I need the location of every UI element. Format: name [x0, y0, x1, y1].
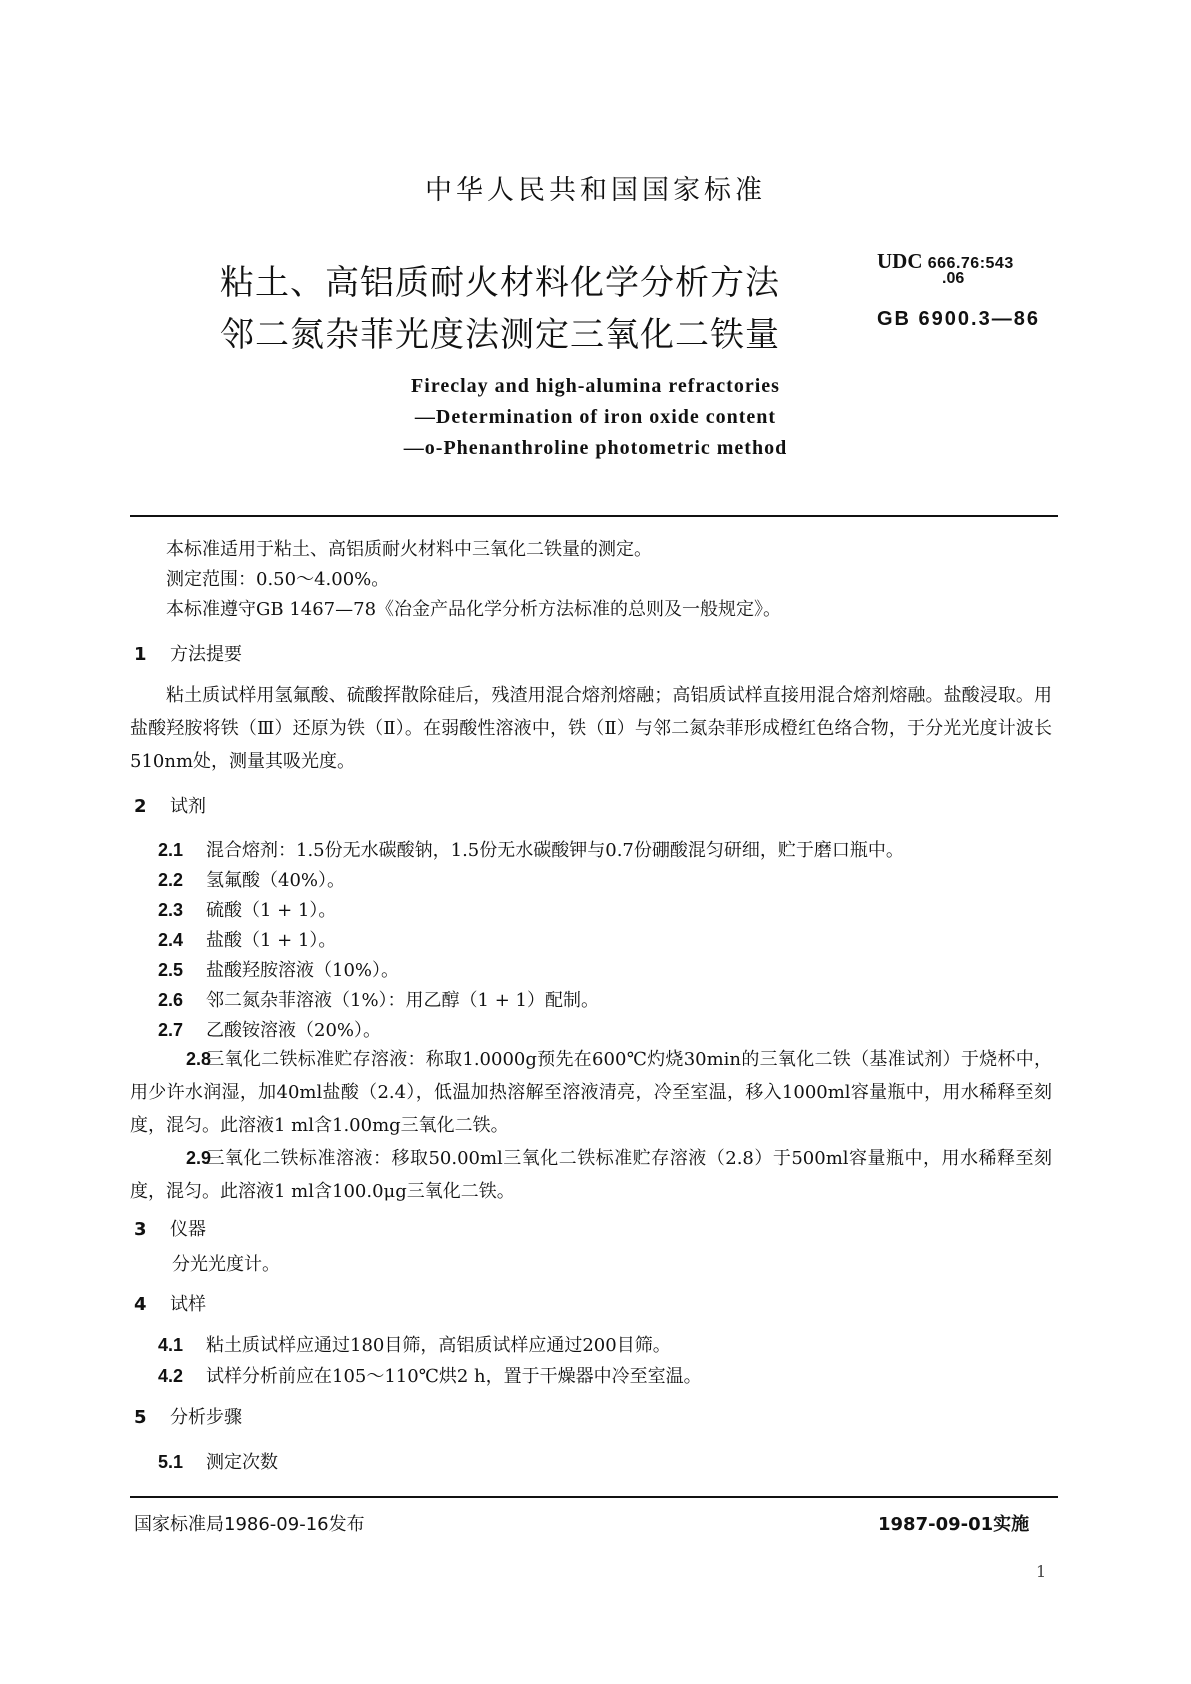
section-4-heading	[134, 1290, 206, 1316]
section-number: 1	[134, 644, 147, 665]
intro-scope: 本标准适用于粘土、高铝质耐火材料中三氧化二铁量的测定。	[166, 539, 652, 560]
title-english-line3: —o-Phenanthroline photometric method	[403, 437, 788, 459]
section-3-text: 分光光度计。	[172, 1254, 280, 1275]
section-1-text: 粘土质试样用氢氟酸、硫酸挥散除硅后，残渣用混合熔剂熔融；高铝质试样直接用混合熔剂熔融。盐酸浸取。用盐酸羟胺将铁（Ⅲ）还原为铁（Ⅱ）。在弱酸性溶液中，铁（Ⅱ）与邻二氮杂菲形成橙红色络合物，于分光光度计波长510nm处，测量其吸光度。	[130, 685, 1052, 772]
reagent-item: 2.4 盐酸（1 + 1）。	[158, 930, 337, 951]
reagent-item: 2.6 邻二氮杂菲溶液（1%）：用乙醇（1 + 1）配制。	[158, 990, 599, 1011]
udc-label: UDC	[877, 249, 923, 273]
footer-divider	[130, 1496, 1058, 1498]
reagent-item-2-8: 2.8三氧化二铁标准贮存溶液：称取1.0000g预先在600℃灼烧30min的三氧化二铁（基准试剂）于烧杯中，用少许水润湿，加40ml盐酸（2.4），低温加热溶解至溶液清亮，冷至室温，移入1000ml容量瓶中，用水稀释至刻度，混匀。此溶液1 ml含1.00mg三氧化二铁。	[130, 1049, 1052, 1136]
reagent-item: 2.1 混合熔剂：1.5份无水碳酸钠，1.5份无水碳酸钾与0.7份硼酸混匀研细，贮于磨口瓶中。	[158, 840, 904, 861]
reagent-item: 2.3 硫酸（1 + 1）。	[158, 900, 337, 921]
effective-date: 1987-09-01实施	[878, 1514, 1030, 1535]
title-english-line1: Fireclay and high-alumina refractories	[411, 375, 780, 397]
section-5-heading	[134, 1403, 242, 1429]
section-number: 3	[134, 1219, 147, 1240]
section-1-heading	[134, 640, 242, 666]
national-standard-heading: 中华人民共和国国家标准	[425, 175, 766, 206]
intro-compliance: 本标准遵守GB 1467—78《冶金产品化学分析方法标准的总则及一般规定》。	[166, 599, 782, 620]
reagent-item-2-9: 2.9三氧化二铁标准溶液：移取50.00ml三氧化二铁标准贮存溶液（2.8）于500ml容量瓶中，用水稀释至刻度，混匀。此溶液1 ml含100.0μg三氧化二铁。	[130, 1148, 1052, 1202]
section-title: 方法提要	[170, 644, 242, 665]
section-title: 试剂	[170, 796, 206, 817]
section-title: 分析步骤	[170, 1407, 242, 1428]
udc-code-continued: .06	[942, 270, 965, 287]
gb-standard-number: GB 6900.3—86	[877, 308, 1040, 330]
title-chinese-line1: 粘土、高铝质耐火材料化学分析方法	[220, 263, 780, 303]
page-number: 1	[1036, 1562, 1047, 1581]
title-english-line2: —Determination of iron oxide content	[414, 406, 777, 428]
title-chinese-line2: 邻二氮杂菲光度法测定三氧化二铁量	[220, 315, 780, 355]
issue-date: 国家标准局1986-09-16发布	[134, 1514, 365, 1535]
section-number: 5	[134, 1407, 147, 1428]
sample-item: 4.1 粘土质试样应通过180目筛，高铝质试样应通过200目筛。	[158, 1335, 671, 1356]
reagent-item: 2.7 乙酸铵溶液（20%）。	[158, 1020, 382, 1041]
sample-item: 4.2 试样分析前应在105～110℃烘2 h，置于干燥器中冷至室温。	[158, 1366, 702, 1387]
udc-code: 666.76:543	[927, 255, 1014, 272]
section-number: 4	[134, 1294, 147, 1315]
intro-range: 测定范围：0.50～4.00%。	[166, 569, 390, 590]
procedure-item: 5.1 测定次数	[158, 1452, 278, 1473]
section-number: 2	[134, 796, 147, 817]
section-title: 试样	[170, 1294, 206, 1315]
header-divider	[130, 515, 1058, 517]
reagent-item: 2.2 氢氟酸（40%）。	[158, 870, 346, 891]
section-3-heading	[134, 1215, 206, 1241]
section-title: 仪器	[170, 1219, 206, 1240]
section-2-heading	[134, 792, 206, 818]
reagent-item: 2.5 盐酸羟胺溶液（10%）。	[158, 960, 400, 981]
